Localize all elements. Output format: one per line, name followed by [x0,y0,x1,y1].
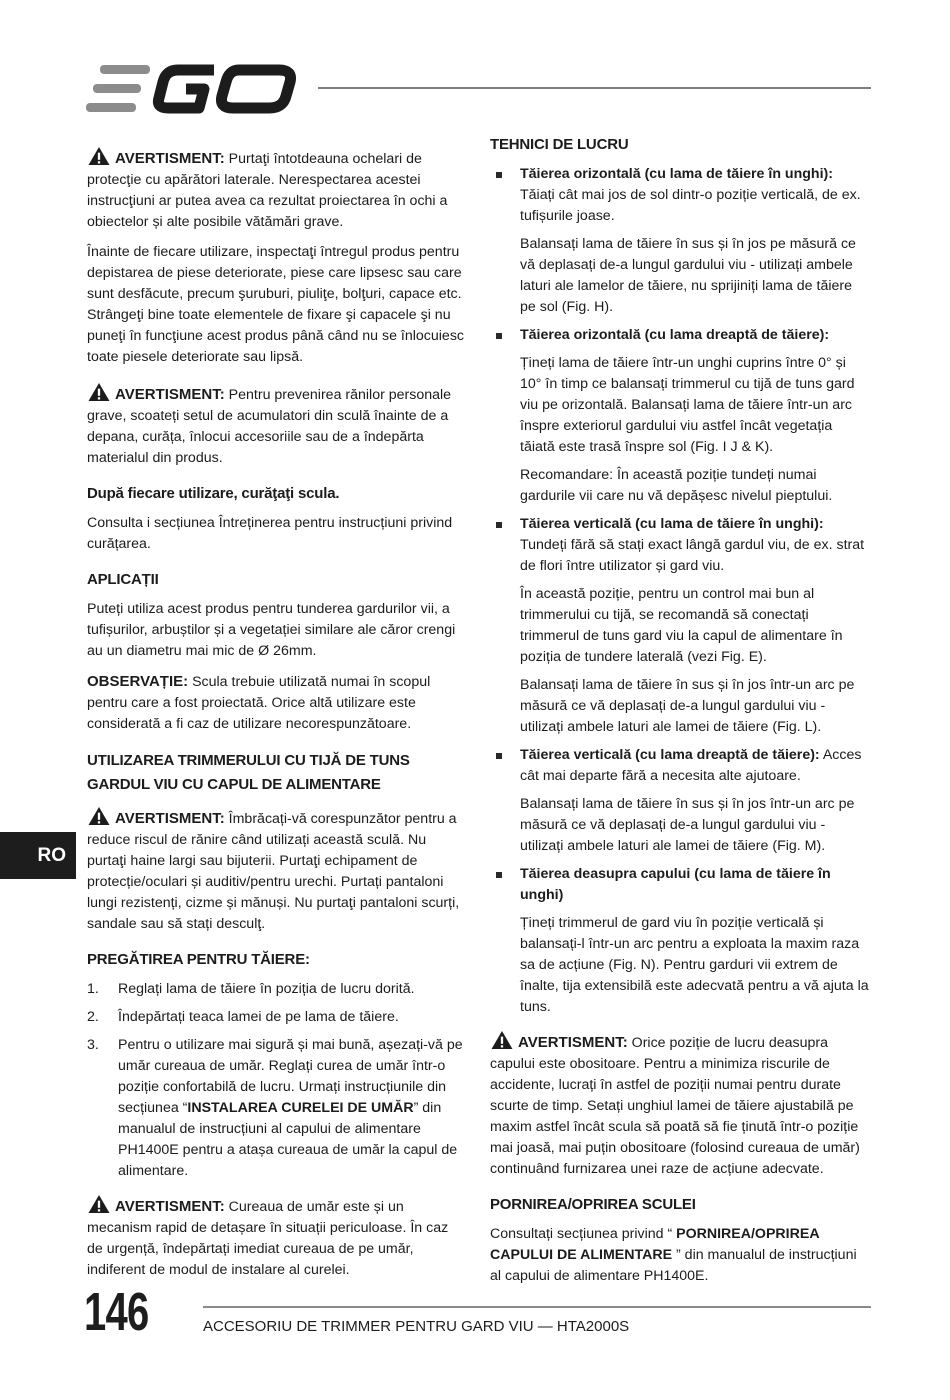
bullet-square-icon [496,522,502,528]
technique-paragraph: Balansați lama de tăiere în sus și în jos într-un arc pe măsură ce vă deplasați de-a lungul gardului viu - utilizați ambele laturi ale lamei de tăiere (Fig. M). [520,796,855,854]
warning-label: AVERTISMENT: [115,150,225,167]
note-label: OBSERVAȚIE: [87,673,189,690]
warning-label: AVERTISMENT: [115,386,225,403]
list-item [490,864,870,1018]
technique-paragraph: Recomandare: În această poziție tundeți numai gardurile vii care nu vă depășesc nivelul pieptului. [520,467,833,504]
right-column [490,134,870,1296]
clean-text: Consulta i secțiunea Întreținerea pentru instrucțiuni privind curățarea. [87,515,453,552]
warning-label: AVERTISMENT: [115,1198,225,1215]
footer-title: ACCESORIU DE TRIMMER PENTRU GARD VIU — HTA2000S [203,1318,630,1335]
warning-label: AVERTISMENT: [115,810,225,827]
step-number: 2. [87,1009,99,1025]
technique-inline: Acces cât mai departe fără a necesita alte ajutoare. [520,747,862,784]
step-text: Îndepărtați teaca lamei de pe lama de tăiere. [118,1009,399,1025]
start-text [490,1224,870,1287]
step-text-pre: Pentru o utilizare mai sigură și mai bună, așezați-vă pe umăr cureaua de umăr. Reglați curea de umăr într-o poziție confortabilă de lucru. Urmați instrucțiunile din secțiunea “ [118,1037,463,1116]
applications-text: Puteți utiliza acest produs pentru tunderea gardurilor vii, a tufișurilor, arbuștilor și a vegetației similare ale căror crengi au un diametru mai mic de Ø 26mm. [87,601,456,659]
header-rule [318,87,871,89]
list-item [490,745,870,857]
warning-triangle-icon [87,382,111,402]
start-text-post: ” din manualul de instrucțiuni al capului de alimentare PH1400E. [490,1247,857,1284]
warning-triangle-icon [87,806,111,826]
ego-logo [86,64,298,114]
inspect-paragraph: Înainte de fiecare utilizare, inspectaţi întregul produs pentru depistarea de piese deteriorate, piese care lipsesc sau care sunt desfăcute, precum şuruburi, piuliţe, bolţuri, capace etc. Strângeţi bine toate elementele de fixare şi capacele şi nu puneţi în funcţiune acest produs până când nu se înlocuiesc toate piesele deteriorate sau lipsă. [87,244,465,365]
note-paragraph [87,671,465,735]
warning-triangle-icon [490,1030,514,1050]
prep-steps-list [87,979,465,1182]
list-item [490,164,870,318]
technique-paragraph: Țineți trimmerul de gard viu în poziție verticală și balansați-l într-un arc pentru a exploata la maxim raza sa de acțiune (Fig. N). Pentru garduri vii extrem de înalte, tija extensibilă este adecvată pentru a vă ajuta la tuns. [520,915,869,1015]
step-text-bold: INSTALAREA CURELEI DE UMĂR [187,1100,414,1116]
technique-inline: Tundeți fără să stați exact lângă gardul viu, de ex. strat de flori între utilizator și gard viu. [520,537,865,574]
language-tab: RO [0,832,76,879]
warning-text: Purtaţi întotdeauna ochelari de protecţie cu apărători laterale. Nerespectarea acestei instrucţiuni ar putea avea ca rezultat proiectarea în ochi a obiectelor și alte posibile vătămări grave. [87,151,448,230]
technique-paragraph: Balansați lama de tăiere în sus și în jos într-un arc pe măsură ce vă deplasați de-a lungul gardului viu - utilizați ambele laturi ale lamei de tăiere (Fig. L). [520,677,855,735]
step-text: Reglați lama de tăiere în poziția de lucru dorită. [118,981,415,997]
technique-paragraph: În această poziție, pentru un control mai bun al trimmerului cu tijă, se recomandă să conectați trimmerul de tuns gard viu la capul de alimentare în poziția de tundere laterală (vezi Fig. E). [520,586,843,665]
start-heading: PORNIREA/OPRIREA SCULEI [490,1196,696,1213]
footer-rule [203,1306,871,1308]
techniques-list [490,164,870,1018]
technique-title: Tăierea deasupra capului (cu lama de tăiere în unghi) [520,866,831,903]
list-item [87,1035,465,1182]
warning-text: Cureaua de umăr este și un mecanism rapid de detașare în situații periculoase. În caz de urgență, îndepărtați imediat cureaua de pe umăr, indiferent de modul de instalare al curelei. [87,1199,449,1278]
bullet-square-icon [496,333,502,339]
technique-title: Tăierea orizontală (cu lama de tăiere în unghi): [520,166,833,182]
warning-text: Orice poziție de lucru deasupra capului este obositoare. Pentru a minimiza riscurile de accidente, lucrați în astfel de poziții numai pentru durate scurte de timp. Setați unghiul lamei de tăiere ajustabilă pe maxim astfel încât scula să poată să fie ținută într-o poziție mai joasă, mai puțin obositoare (folosind cureaua de umăr) continuând furnizarea unei raze de acțiune adecvate. [490,1035,860,1177]
prep-heading: PREGĂTIREA PENTRU TĂIERE: [87,951,310,968]
warning-triangle-icon [87,1194,111,1214]
page-number: 146 [84,1282,149,1342]
bullet-square-icon [496,172,502,178]
technique-paragraph: Balansați lama de tăiere în sus și în jos pe măsură ce vă deplasați de-a lungul gardului viu - utilizați ambele laturi ale lamelor de tăiere, nu sprijiniți lama de tăiere pe sol (Fig. H). [520,236,856,315]
note-text: Scula trebuie utilizată numai în scopul pentru care a fost proiectată. Orice altă utilizare este considerată a fi caz de utilizare necorespunzătoare. [87,674,431,732]
left-column [87,146,465,1290]
step-number: 1. [87,981,99,997]
technique-paragraph: Țineți lama de tăiere într-un unghi cuprins între 0° și 10° în timp ce balansați trimmerul cu tijă de tuns gard viu pe orizontală. Balansați lama de tăiere într-un arc înspre exteriorul gardului viu astfel încât vegetația tăiată este trasă înspre sol (Fig. I J & K). [520,355,855,455]
list-item [490,514,870,738]
applications-heading: APLICAȚII [87,571,159,588]
technique-title: Tăierea verticală (cu lama de tăiere în unghi): [520,516,824,532]
warning-shoulder-strap [87,1194,465,1281]
warning-text: Pentru prevenirea rănilor personale grave, scoateți setul de acumulatori din sculă înainte de a depana, curăța, înlocui accesoriile sau de a îndepărta materialul din produs. [87,387,452,466]
list-item [87,1007,465,1028]
list-item [87,979,465,1000]
start-text-bold: PORNIREA/OPRIREA CAPULUI DE ALIMENTARE [490,1226,820,1263]
warning-battery-removal [87,382,465,469]
step-text-post: ” din manualul de instrucțiuni al capului de alimentare PH1400E pentru a atașa cureaua de umăr la capul de alimentare. [118,1100,458,1179]
bullet-square-icon [496,753,502,759]
warning-overhead [490,1030,870,1180]
warning-text: Îmbrăcați-vă corespunzător pentru a reduce riscul de rănire când utilizați această sculă. Nu purtaţi haine largi sau bijuterii. Purtaţi echipament de protecție/oculari și auditiv/pentru urechi. Purtați pantaloni lungi rezistenți, cizme și mănuși. Nu purtaţi pantaloni scurți, sandale sau să stați desculţ. [87,811,460,932]
step-number: 3. [87,1037,99,1053]
using-heading: UTILIZAREA TRIMMERULUI CU TIJĂ DE TUNS GARDUL VIU CU CAPUL DE ALIMENTARE [87,752,410,793]
warning-clothing [87,806,465,935]
warning-label: AVERTISMENT: [518,1034,628,1051]
warning-triangle-icon [87,146,111,166]
technique-title: Tăierea verticală (cu lama dreaptă de tăiere): [520,747,820,763]
clean-heading: După fiecare utilizare, curăţaţi scula. [87,485,340,502]
start-text-pre: Consultați secțiunea privind “ [490,1226,677,1242]
techniques-heading: TEHNICI DE LUCRU [490,136,629,153]
technique-title: Tăierea orizontală (cu lama dreaptă de tăiere): [520,327,830,343]
technique-inline: Tăiați cât mai jos de sol dintr-o poziție verticală, de ex. tufișurile joase. [520,187,861,224]
warning-eye-protection [87,146,465,233]
bullet-square-icon [496,872,502,878]
list-item [490,325,870,507]
